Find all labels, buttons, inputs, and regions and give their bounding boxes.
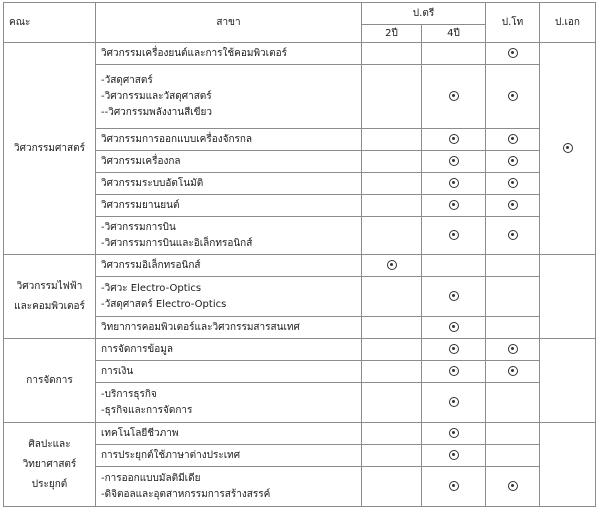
- offer-cell-ms: [486, 383, 540, 423]
- offer-cell-b2: [362, 217, 422, 255]
- major-name: -วิศวกรรมการบิน: [101, 221, 176, 233]
- bullseye-icon: [449, 91, 459, 101]
- major-name: วิศวกรรมการออกแบบเครื่องจักรกล: [101, 133, 253, 145]
- table-row: [4, 255, 596, 277]
- bullseye-icon: [449, 156, 459, 166]
- major-cell: [96, 151, 362, 173]
- bullseye-icon: [449, 366, 459, 376]
- major-name: วิศวกรรมเครื่องกล: [101, 155, 181, 167]
- header-bachelor-4yr: 4ปี: [422, 25, 486, 43]
- offer-cell-ms: [486, 255, 540, 277]
- major-name: -วิศวกรรมการบินและอิเล็กทรอนิกส์: [101, 237, 253, 249]
- offer-cell-b2: [362, 195, 422, 217]
- faculty-name: วิศวกรรมไฟฟ้า: [16, 280, 83, 292]
- offer-cell-b2: [362, 277, 422, 317]
- faculty-name: และคอมพิวเตอร์: [14, 300, 85, 312]
- major-name: -วิศวกรรมและวัสดุศาสตร์: [101, 90, 212, 102]
- offer-cell-b4: [422, 65, 486, 129]
- major-name: --วิศวกรรมพลังงานสีเขียว: [101, 106, 212, 118]
- offer-cell-b4: [422, 339, 486, 361]
- faculty-cell: [4, 255, 96, 339]
- major-cell: [96, 255, 362, 277]
- major-name: -บริการธุรกิจ: [101, 388, 157, 400]
- major-name: -วัสดุศาสตร์: [101, 74, 153, 86]
- offer-cell-b4: [422, 317, 486, 339]
- faculty-cell: [4, 423, 96, 507]
- offer-cell-phd: [540, 43, 596, 255]
- offer-cell-b4: [422, 195, 486, 217]
- offer-cell-b2: [362, 423, 422, 445]
- bullseye-icon: [508, 230, 518, 240]
- offer-cell-b2: [362, 467, 422, 507]
- offer-cell-b4: [422, 151, 486, 173]
- bullseye-icon: [449, 322, 459, 332]
- offer-cell-b2: [362, 65, 422, 129]
- faculty-name: ประยุกต์: [31, 478, 68, 490]
- header-bachelor: ป.ตรี: [362, 3, 486, 25]
- offer-cell-b2: [362, 173, 422, 195]
- major-name: วิศวกรรมเครื่องยนต์และการใช้คอมพิวเตอร์: [101, 47, 287, 59]
- offer-cell-b4: [422, 277, 486, 317]
- offer-cell-b4: [422, 361, 486, 383]
- offer-cell-b2: [362, 151, 422, 173]
- table-row: [4, 423, 596, 445]
- offer-cell-ms: [486, 361, 540, 383]
- offer-cell-ms: [486, 317, 540, 339]
- offer-cell-b4: [422, 445, 486, 467]
- offer-cell-phd: [540, 339, 596, 423]
- header-faculty: คณะ: [4, 3, 96, 43]
- faculty-name: วิทยาศาสตร์: [22, 458, 77, 470]
- bullseye-icon: [449, 230, 459, 240]
- major-cell: [96, 383, 362, 423]
- header-doctorate: ป.เอก: [540, 3, 596, 43]
- bullseye-icon: [563, 143, 573, 153]
- header-master: ป.โท: [486, 3, 540, 43]
- bullseye-icon: [449, 397, 459, 407]
- major-name: วิศวกรรมยานยนต์: [101, 199, 180, 211]
- major-name: -ดิจิตอลและอุตสาหกรรมการสร้างสรรค์: [101, 488, 271, 500]
- bullseye-icon: [449, 428, 459, 438]
- offer-cell-b2: [362, 43, 422, 65]
- major-name: -การออกแบบมัลติมีเดีย: [101, 472, 201, 484]
- offer-cell-ms: [486, 217, 540, 255]
- major-name: การจัดการข้อมูล: [101, 343, 173, 355]
- offer-cell-b2: [362, 129, 422, 151]
- offer-cell-ms: [486, 151, 540, 173]
- bullseye-icon: [508, 156, 518, 166]
- bullseye-icon: [449, 450, 459, 460]
- offer-cell-b4: [422, 423, 486, 445]
- offer-cell-ms: [486, 445, 540, 467]
- major-cell: [96, 277, 362, 317]
- offer-cell-ms: [486, 65, 540, 129]
- offer-cell-b4: [422, 129, 486, 151]
- major-cell: [96, 173, 362, 195]
- offer-cell-ms: [486, 129, 540, 151]
- faculty-name: วิศวกรรมศาสตร์: [14, 142, 85, 154]
- major-name: เทคโนโลยีชีวภาพ: [101, 427, 179, 439]
- major-cell: [96, 339, 362, 361]
- offer-cell-b2: [362, 339, 422, 361]
- offer-cell-ms: [486, 195, 540, 217]
- major-name: การเงิน: [101, 365, 134, 377]
- bullseye-icon: [508, 200, 518, 210]
- table-row: [4, 43, 596, 65]
- offer-cell-ms: [486, 173, 540, 195]
- bullseye-icon: [449, 200, 459, 210]
- faculty-name: ศิลปะและ: [28, 438, 71, 450]
- major-cell: [96, 43, 362, 65]
- offer-cell-b2: [362, 317, 422, 339]
- major-name: วิทยาการคอมพิวเตอร์และวิศวกรรมสารสนเทศ: [101, 321, 300, 333]
- offer-cell-b4: [422, 383, 486, 423]
- bullseye-icon: [508, 178, 518, 188]
- offer-cell-ms: [486, 423, 540, 445]
- major-cell: [96, 361, 362, 383]
- major-name: -วัสดุศาสตร์ Electro-Optics: [101, 298, 227, 310]
- offer-cell-b4: [422, 467, 486, 507]
- table-body: [4, 43, 596, 507]
- bullseye-icon: [449, 178, 459, 188]
- offer-cell-b4: [422, 217, 486, 255]
- offer-cell-phd: [540, 255, 596, 339]
- faculty-name: การจัดการ: [26, 374, 73, 386]
- offer-cell-b2: [362, 255, 422, 277]
- header-bachelor-2yr: 2ปี: [362, 25, 422, 43]
- offer-cell-b4: [422, 173, 486, 195]
- major-cell: [96, 65, 362, 129]
- offer-cell-ms: [486, 277, 540, 317]
- offer-cell-ms: [486, 43, 540, 65]
- bullseye-icon: [508, 91, 518, 101]
- bullseye-icon: [449, 291, 459, 301]
- bullseye-icon: [508, 134, 518, 144]
- offer-cell-b2: [362, 445, 422, 467]
- major-name: วิศวกรรมอิเล็กทรอนิกส์: [101, 259, 201, 271]
- offer-cell-b2: [362, 361, 422, 383]
- bullseye-icon: [449, 344, 459, 354]
- major-cell: [96, 423, 362, 445]
- major-name: วิศวกรรมระบบอัตโนมัติ: [101, 177, 204, 189]
- bullseye-icon: [508, 344, 518, 354]
- bullseye-icon: [387, 260, 397, 270]
- bullseye-icon: [449, 481, 459, 491]
- bullseye-icon: [508, 48, 518, 58]
- offer-cell-b4: [422, 43, 486, 65]
- bullseye-icon: [508, 366, 518, 376]
- table-row: [4, 339, 596, 361]
- offer-cell-b4: [422, 255, 486, 277]
- offer-cell-ms: [486, 467, 540, 507]
- header-major: สาขา: [96, 3, 362, 43]
- major-cell: [96, 467, 362, 507]
- major-cell: [96, 445, 362, 467]
- major-name: -วิศวะ Electro-Optics: [101, 282, 202, 294]
- faculty-cell: [4, 339, 96, 423]
- major-cell: [96, 317, 362, 339]
- major-cell: [96, 195, 362, 217]
- offer-cell-ms: [486, 339, 540, 361]
- major-name: การประยุกต์ใช้ภาษาต่างประเทศ: [101, 449, 241, 461]
- offer-cell-b2: [362, 383, 422, 423]
- bullseye-icon: [449, 134, 459, 144]
- bullseye-icon: [508, 481, 518, 491]
- faculty-cell: [4, 43, 96, 255]
- major-name: -ธุรกิจและการจัดการ: [101, 404, 193, 416]
- offer-cell-phd: [540, 423, 596, 507]
- major-cell: [96, 217, 362, 255]
- program-table: [3, 2, 596, 507]
- major-cell: [96, 129, 362, 151]
